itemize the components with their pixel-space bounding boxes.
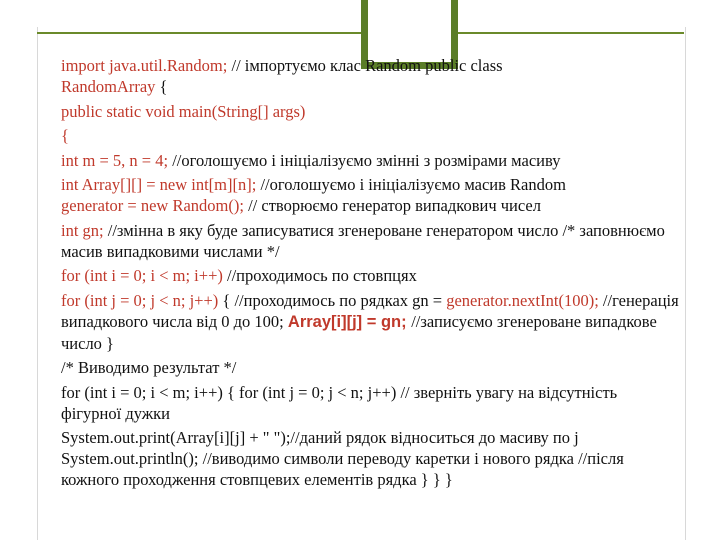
gn-code: int gn; — [61, 220, 108, 240]
line-open-brace — [61, 125, 679, 146]
class-name: RandomArray — [61, 77, 160, 96]
vars-comment: //оголошуємо і ініціалізуємо змінні з розмірами масиву — [172, 150, 561, 170]
import-code: import java.util.Random; — [61, 56, 232, 75]
open-brace: { — [61, 126, 69, 145]
for-j-comment: { //проходимось по рядках gn = — [222, 290, 447, 310]
corner-decoration-inner — [368, 0, 451, 62]
class-brace: { — [159, 77, 168, 96]
line-output-comment — [61, 357, 679, 378]
main-signature: public static void main(String[] args) — [61, 101, 306, 121]
for-i-code: for (int i = 0; i < m; i++) — [61, 266, 227, 285]
array-code: int Array[][] = new int[m][n]; — [61, 175, 261, 194]
nextint-code: generator.nextInt(100); — [446, 290, 603, 310]
import-comment: // імпортуємо клас Random public class — [231, 56, 503, 75]
line-vars — [61, 150, 679, 171]
line-output-loops — [61, 382, 679, 424]
array-comment: //оголошуємо і ініціалізуємо масив Random — [260, 175, 566, 194]
output-loops: for (int i = 0; i < m; i++) { for (int j = 0; j < n; j++) // зверніть увагу на відсутність фігурної дужки — [61, 382, 618, 423]
generator-code: generator = new Random(); — [61, 196, 249, 215]
generator-comment: // створюємо генератор випадкович чисел — [248, 196, 541, 215]
print-code: System.out.print(Array[i][j] + " ");//даний рядок відноситься до масиву по j System.out.println(); //виводимо символи переводу каретки і нового рядка //після кожного проходження стовпцевих елементів рядка } } } — [61, 428, 624, 489]
output-comment: /* Виводимо результат */ — [61, 358, 237, 377]
for-i-comment: //проходимось по стовпцях — [227, 266, 417, 285]
for-j-code: for (int j = 0; j < n; j++) — [61, 290, 223, 310]
line-import — [61, 55, 679, 97]
assign-code: Array[i][j] = gn; — [287, 312, 412, 331]
assign-comment: //записуємо згенероване випадкове число } — [61, 311, 657, 353]
line-for-j — [61, 290, 679, 354]
line-for-i — [61, 265, 679, 286]
line-gn — [61, 220, 679, 262]
line-main — [61, 101, 679, 122]
line-array — [61, 174, 679, 216]
vars-code: int m = 5, n = 4; — [61, 150, 173, 170]
nextint-comment: //генерація випадкового числа від 0 до 100; — [61, 290, 679, 331]
line-print — [61, 427, 679, 490]
gn-comment: //змінна в яку буде записуватися згенероване генератором число /* заповнюємо масив випадковими числами */ — [61, 220, 665, 261]
code-listing — [61, 55, 679, 494]
